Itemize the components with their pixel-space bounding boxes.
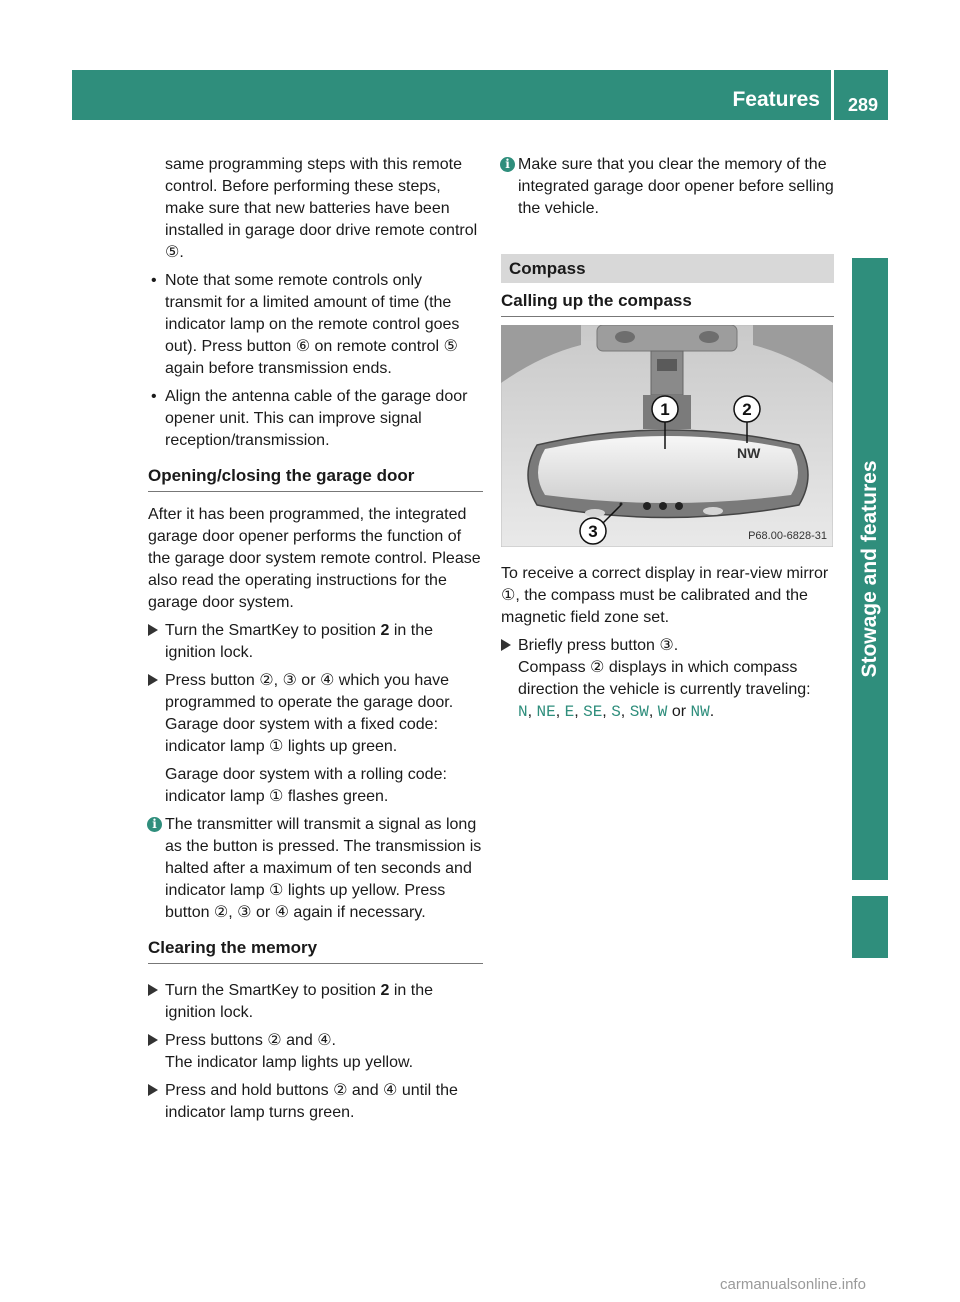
step-item: Press button ②, ③ or ④ which you have programmed to operate the garage door. Garage door system with a fixed code: indicator lamp ① lights up green. Garage door system with a rolling code: indicator lamp ① flashes green. xyxy=(148,670,483,808)
page-number: 289 xyxy=(847,95,879,115)
info-icon: i xyxy=(500,157,515,172)
callout-1: 1 xyxy=(660,400,670,419)
step-arrow-icon xyxy=(148,674,158,686)
compass-directions: N, NE, E, SE, S, SW, W or NW. xyxy=(518,703,715,721)
info-icon: i xyxy=(147,817,162,832)
bullet-item: • Note that some remote controls only transmit for a limited amount of time (the indicator lamp on the remote control goes out). Press button ⑥ on remote control ⑤ again before transmission ends. xyxy=(151,272,460,377)
step-item: Press buttons ② and ④. The indicator lamp lights up yellow. xyxy=(148,1030,483,1074)
rear-view-mirror-figure xyxy=(501,325,833,547)
callout-3: 3 xyxy=(588,522,598,541)
figure-code: P68.00-6828-31 xyxy=(748,530,827,542)
info-note: i The transmitter will transmit a signal as long as the button is pressed. The transmission is halted after a maximum of ten seconds and indicator lamp ① lights up yellow. Press button ②, ③ or ④ again if necessary. xyxy=(148,814,483,924)
header-divider xyxy=(831,70,834,120)
section-heading: Opening/closing the garage door xyxy=(148,464,483,492)
step-item: Press and hold buttons ② and ④ until the indicator lamp turns green. xyxy=(148,1080,483,1124)
section-banner: Compass xyxy=(501,254,834,283)
step-arrow-icon xyxy=(148,1084,158,1096)
step-item: Turn the SmartKey to position 2 in the ignition lock. xyxy=(148,620,483,664)
step-item: Turn the SmartKey to position 2 in the ignition lock. xyxy=(148,980,483,1024)
right-column xyxy=(501,154,834,723)
section-heading: Calling up the compass xyxy=(501,289,834,317)
paragraph: To receive a correct display in rear-view mirror ①, the compass must be calibrated and the magnetic field zone set. xyxy=(501,565,829,626)
info-note: i Make sure that you clear the memory of the integrated garage door opener before selling the vehicle. xyxy=(501,154,834,220)
step-arrow-icon xyxy=(148,1034,158,1046)
side-tab-label: Stowage and features xyxy=(858,460,881,678)
side-tab-marker xyxy=(852,896,888,958)
step-item: Briefly press button ③. Compass ② displays in which compass direction the vehicle is currently traveling: N, NE, E, SE, S, SW, W or NW. xyxy=(501,635,834,723)
step-arrow-icon xyxy=(148,624,158,636)
mirror-compass-readout: NW xyxy=(737,445,761,461)
bullet-item: • Align the antenna cable of the garage door opener unit. This can improve signal reception/transmission. xyxy=(151,388,468,449)
chapter-title: Features xyxy=(732,88,820,111)
paragraph: same programming steps with this remote control. Before performing these steps, make sure that new batteries have been installed in garage door drive remote control ⑤. xyxy=(165,156,478,261)
section-heading: Clearing the memory xyxy=(148,936,483,964)
step-arrow-icon xyxy=(148,984,158,996)
callout-2: 2 xyxy=(742,400,752,419)
left-column xyxy=(148,154,483,1124)
step-arrow-icon xyxy=(501,639,511,651)
watermark: carmanualsonline.info xyxy=(720,1276,866,1293)
paragraph: After it has been programmed, the integrated garage door opener performs the function of the garage door system remote control. Please also read the operating instructions for the garage door system. xyxy=(148,506,481,611)
